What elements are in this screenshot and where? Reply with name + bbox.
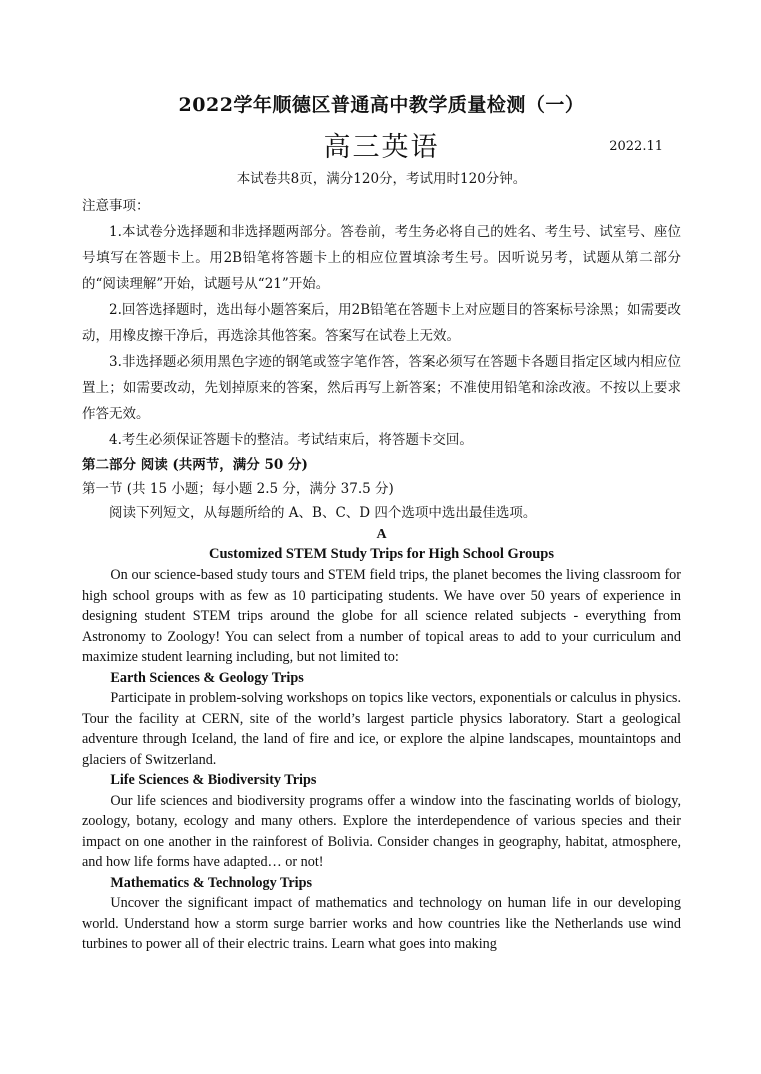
note-item-3: 3.非选择题必须用黑色字迹的钢笔或签字笔作答，答案必须写在答题卡各题目指定区域内相应位置上；如需要改动，先划掉原来的答案，然后再写上新答案；不准使用铅笔和涂改液。不按以上要求作答无效。 <box>82 354 681 422</box>
subject-row <box>82 125 681 163</box>
part-title: 第二部分 阅读 (共两节，满分 50 分) <box>82 457 308 473</box>
notes-heading: 注意事项： <box>82 198 150 214</box>
note-item-2: 2.回答选择题时，选出每小题答案后，用2B铅笔在答题卡上对应题目的答案标号涂黑；如需要改动，用橡皮擦干净后，再选涂其他答案。答案写在试卷上无效。 <box>82 302 681 344</box>
passage-letter: A <box>376 527 387 542</box>
section-heading-earth: Earth Sciences & Geology Trips <box>110 669 304 686</box>
subject-title: 高三英语 <box>323 132 440 163</box>
section-heading-math: Mathematics & Technology Trips <box>110 874 313 891</box>
subsection-title: 第一节 (共 15 小题；每小题 2.5 分，满分 37.5 分) <box>82 481 394 497</box>
section-heading-life: Life Sciences & Biodiversity Trips <box>110 772 317 788</box>
passage-title: Customized STEM Study Trips for High School Groups <box>209 546 554 562</box>
exam-date: 2022.11 <box>609 139 663 154</box>
section-text-math: Uncover the significant impact of mathematics and technology on human life in our developing world. Understand how a storm surge barrier works and how countries like the Netherlands use wind turbines to power all of their electric trains. Learn what goes into making <box>82 895 681 952</box>
section-text-life: Our life sciences and biodiversity programs offer a window into the fascinating worlds of biology, zoology, botany, ecology and many others. Explore the interdependence of various species and their impact on one another in the rainforest of Bolivia. Consider changes in geography, habitat, atmosphere, and how life forms have adapted… or not! <box>82 792 681 870</box>
note-item-1: 1.本试卷分选择题和非选择题两部分。答卷前，考生务必将自己的姓名、考生号、试室号、座位号填写在答题卡上。用2B铅笔将答题卡上的相应位置填涂考生号。因听说另考，试题从第二部分的“阅读理解”开始，试题号从“21”开始。 <box>82 224 681 292</box>
section-text-earth: Participate in problem-solving workshops on topics like vectors, exponentials or calculus in physics. Tour the facility at CERN, site of the world’s largest particle physics laboratory. Start a geological adventure through Iceland, the land of fire and ice, or explore the alpine landscapes, mountaintops and glaciers of Switzerland. <box>82 690 681 768</box>
passage-intro: On our science-based study tours and STEM field trips, the planet becomes the living classroom for high school groups with as few as 10 participating students. We have over 50 years of experience in designing student STEM trips around the globe for all science related subjects - everything from Astronomy to Zoology! You can select from a number of topical areas to add to your curriculum and maximize student learning including, but not limited to: <box>82 567 681 665</box>
exam-info: 本试卷共8页，满分120分，考试用时120分钟。 <box>236 171 527 187</box>
exam-title: 2022学年顺德区普通高中教学质量检测（一） <box>178 94 585 116</box>
reading-instruction: 阅读下列短文，从每题所给的 A、B、C、D 四个选项中选出最佳选项。 <box>109 505 537 521</box>
note-item-4: 4.考生必须保证答题卡的整洁。考试结束后，将答题卡交回。 <box>109 432 473 448</box>
